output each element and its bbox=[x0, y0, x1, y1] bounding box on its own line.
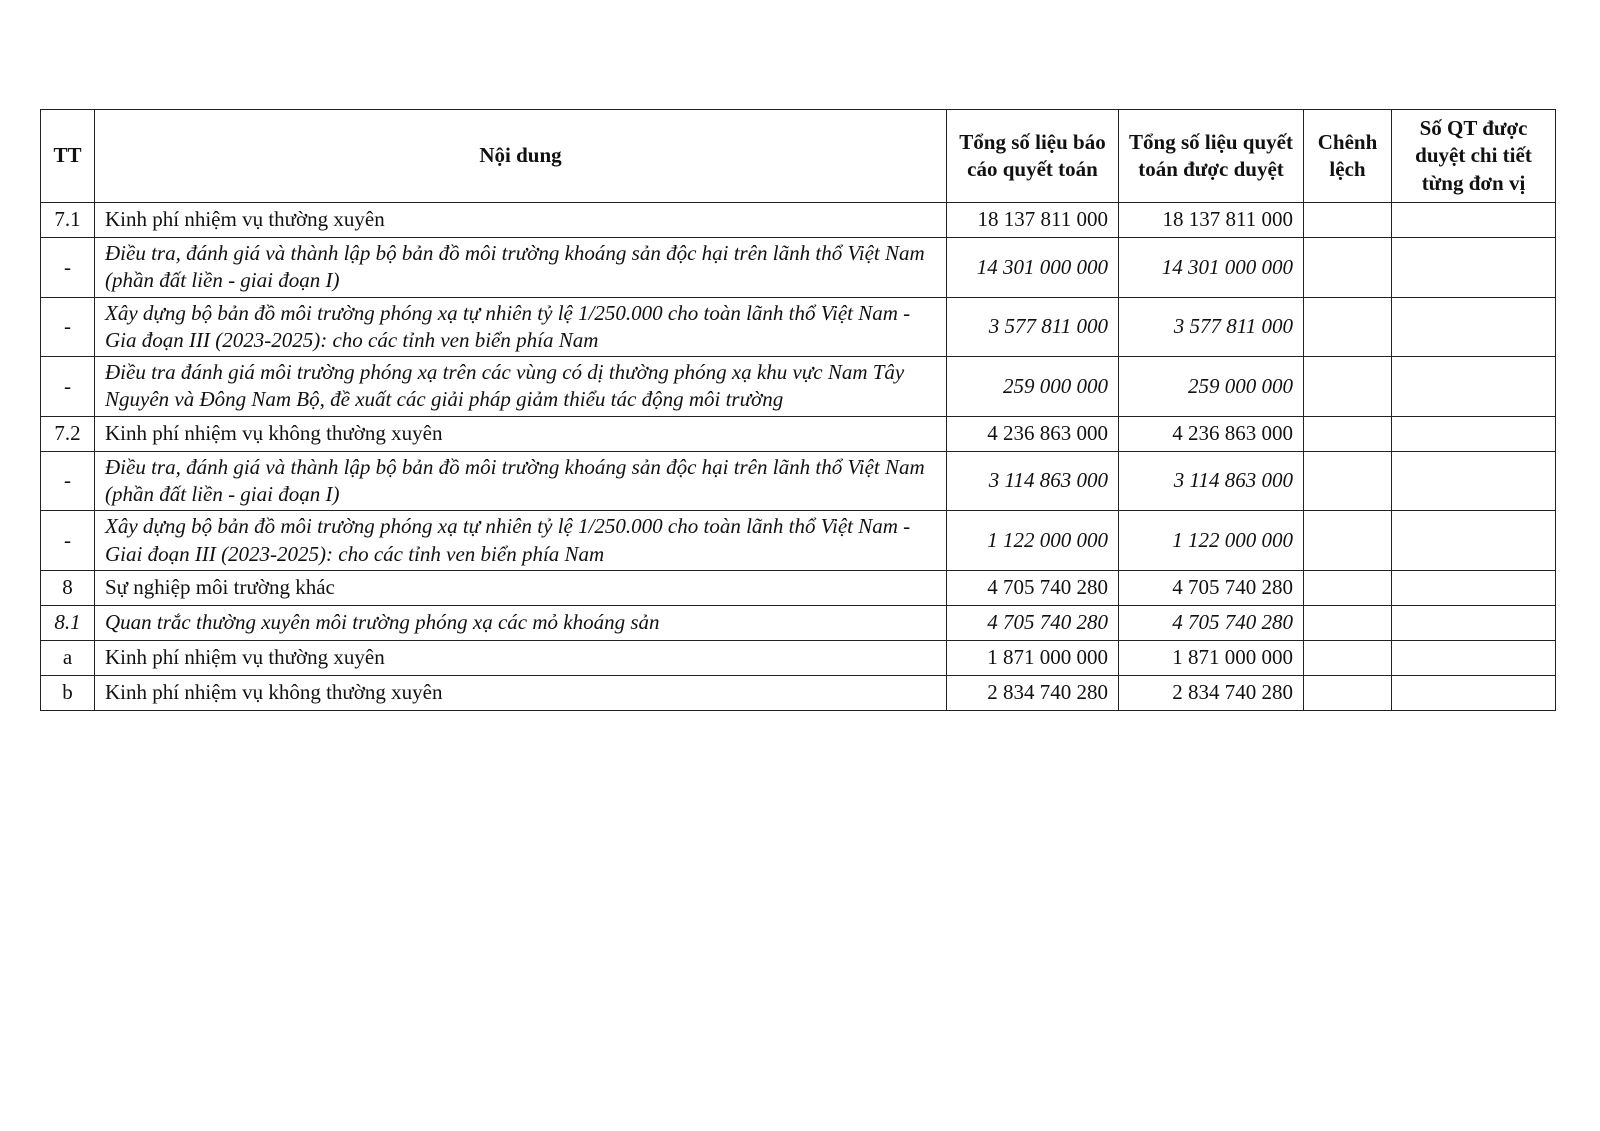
header-unit-detail: Số QT được duyệt chi tiết từng đơn vị bbox=[1392, 110, 1556, 203]
row-difference bbox=[1304, 297, 1392, 357]
row-detail bbox=[1392, 570, 1556, 605]
row-tt: 8.1 bbox=[41, 605, 95, 640]
row-tt: - bbox=[41, 511, 95, 571]
row-content: Kinh phí nhiệm vụ thường xuyên bbox=[95, 640, 947, 675]
row-difference bbox=[1304, 451, 1392, 511]
row-content: Kinh phí nhiệm vụ không thường xuyên bbox=[95, 675, 947, 710]
table-row bbox=[41, 605, 1556, 640]
row-tt: - bbox=[41, 451, 95, 511]
row-detail bbox=[1392, 416, 1556, 451]
row-tt: b bbox=[41, 675, 95, 710]
row-content: Kinh phí nhiệm vụ không thường xuyên bbox=[95, 416, 947, 451]
table-row bbox=[41, 451, 1556, 511]
row-reported: 1 122 000 000 bbox=[947, 511, 1119, 571]
table-row bbox=[41, 297, 1556, 357]
row-content: Điều tra đánh giá môi trường phóng xạ trên các vùng có dị thường phóng xạ khu vực Nam Tây Nguyên và Đông Nam Bộ, đề xuất các giải pháp giảm thiểu tác động môi trường bbox=[95, 357, 947, 417]
row-difference bbox=[1304, 203, 1392, 238]
row-content: Kinh phí nhiệm vụ thường xuyên bbox=[95, 203, 947, 238]
budget-settlement-table bbox=[40, 109, 1556, 711]
table-row bbox=[41, 675, 1556, 710]
row-content: Xây dựng bộ bản đồ môi trường phóng xạ tự nhiên tỷ lệ 1/250.000 cho toàn lãnh thổ Việt Nam - Gia đoạn III (2023-2025): cho các tỉnh ven biển phía Nam bbox=[95, 297, 947, 357]
row-approved: 259 000 000 bbox=[1119, 357, 1304, 417]
row-tt: - bbox=[41, 357, 95, 417]
header-content: Nội dung bbox=[95, 110, 947, 203]
table-row bbox=[41, 570, 1556, 605]
table-row bbox=[41, 416, 1556, 451]
table-row bbox=[41, 238, 1556, 298]
table-row bbox=[41, 640, 1556, 675]
header-difference: Chênh lệch bbox=[1304, 110, 1392, 203]
row-content: Sự nghiệp môi trường khác bbox=[95, 570, 947, 605]
row-difference bbox=[1304, 357, 1392, 417]
row-tt: 7.2 bbox=[41, 416, 95, 451]
row-approved: 14 301 000 000 bbox=[1119, 238, 1304, 298]
header-tt: TT bbox=[41, 110, 95, 203]
header-approved-total: Tổng số liệu quyết toán được duyệt bbox=[1119, 110, 1304, 203]
row-detail bbox=[1392, 203, 1556, 238]
row-approved: 3 114 863 000 bbox=[1119, 451, 1304, 511]
row-approved: 18 137 811 000 bbox=[1119, 203, 1304, 238]
row-difference bbox=[1304, 570, 1392, 605]
row-reported: 4 705 740 280 bbox=[947, 605, 1119, 640]
row-approved: 2 834 740 280 bbox=[1119, 675, 1304, 710]
row-detail bbox=[1392, 297, 1556, 357]
row-content: Điều tra, đánh giá và thành lập bộ bản đồ môi trường khoáng sản độc hại trên lãnh thổ Việt Nam (phần đất liền - giai đoạn I) bbox=[95, 238, 947, 298]
row-difference bbox=[1304, 416, 1392, 451]
row-detail bbox=[1392, 511, 1556, 571]
row-difference bbox=[1304, 605, 1392, 640]
row-reported: 4 236 863 000 bbox=[947, 416, 1119, 451]
row-content: Quan trắc thường xuyên môi trường phóng xạ các mỏ khoáng sản bbox=[95, 605, 947, 640]
row-reported: 1 871 000 000 bbox=[947, 640, 1119, 675]
row-tt: 8 bbox=[41, 570, 95, 605]
table-row bbox=[41, 511, 1556, 571]
row-approved: 1 122 000 000 bbox=[1119, 511, 1304, 571]
row-difference bbox=[1304, 238, 1392, 298]
row-approved: 4 705 740 280 bbox=[1119, 570, 1304, 605]
row-reported: 259 000 000 bbox=[947, 357, 1119, 417]
row-content: Điều tra, đánh giá và thành lập bộ bản đồ môi trường khoáng sản độc hại trên lãnh thổ Việt Nam (phần đất liền - giai đoạn I) bbox=[95, 451, 947, 511]
table-header-row bbox=[41, 110, 1556, 203]
row-approved: 4 705 740 280 bbox=[1119, 605, 1304, 640]
row-approved: 1 871 000 000 bbox=[1119, 640, 1304, 675]
row-tt: - bbox=[41, 238, 95, 298]
table-row bbox=[41, 357, 1556, 417]
table-row bbox=[41, 203, 1556, 238]
row-approved: 4 236 863 000 bbox=[1119, 416, 1304, 451]
row-approved: 3 577 811 000 bbox=[1119, 297, 1304, 357]
row-detail bbox=[1392, 451, 1556, 511]
row-reported: 3 114 863 000 bbox=[947, 451, 1119, 511]
row-content: Xây dựng bộ bản đồ môi trường phóng xạ tự nhiên tỷ lệ 1/250.000 cho toàn lãnh thổ Việt Nam - Giai đoạn III (2023-2025): cho các tỉnh ven biển phía Nam bbox=[95, 511, 947, 571]
row-difference bbox=[1304, 675, 1392, 710]
row-reported: 18 137 811 000 bbox=[947, 203, 1119, 238]
row-reported: 2 834 740 280 bbox=[947, 675, 1119, 710]
row-detail bbox=[1392, 357, 1556, 417]
row-tt: 7.1 bbox=[41, 203, 95, 238]
row-reported: 3 577 811 000 bbox=[947, 297, 1119, 357]
row-reported: 14 301 000 000 bbox=[947, 238, 1119, 298]
row-difference bbox=[1304, 640, 1392, 675]
row-detail bbox=[1392, 675, 1556, 710]
row-difference bbox=[1304, 511, 1392, 571]
row-tt: - bbox=[41, 297, 95, 357]
row-tt: a bbox=[41, 640, 95, 675]
header-reported-total: Tổng số liệu báo cáo quyết toán bbox=[947, 110, 1119, 203]
row-reported: 4 705 740 280 bbox=[947, 570, 1119, 605]
row-detail bbox=[1392, 640, 1556, 675]
row-detail bbox=[1392, 238, 1556, 298]
row-detail bbox=[1392, 605, 1556, 640]
